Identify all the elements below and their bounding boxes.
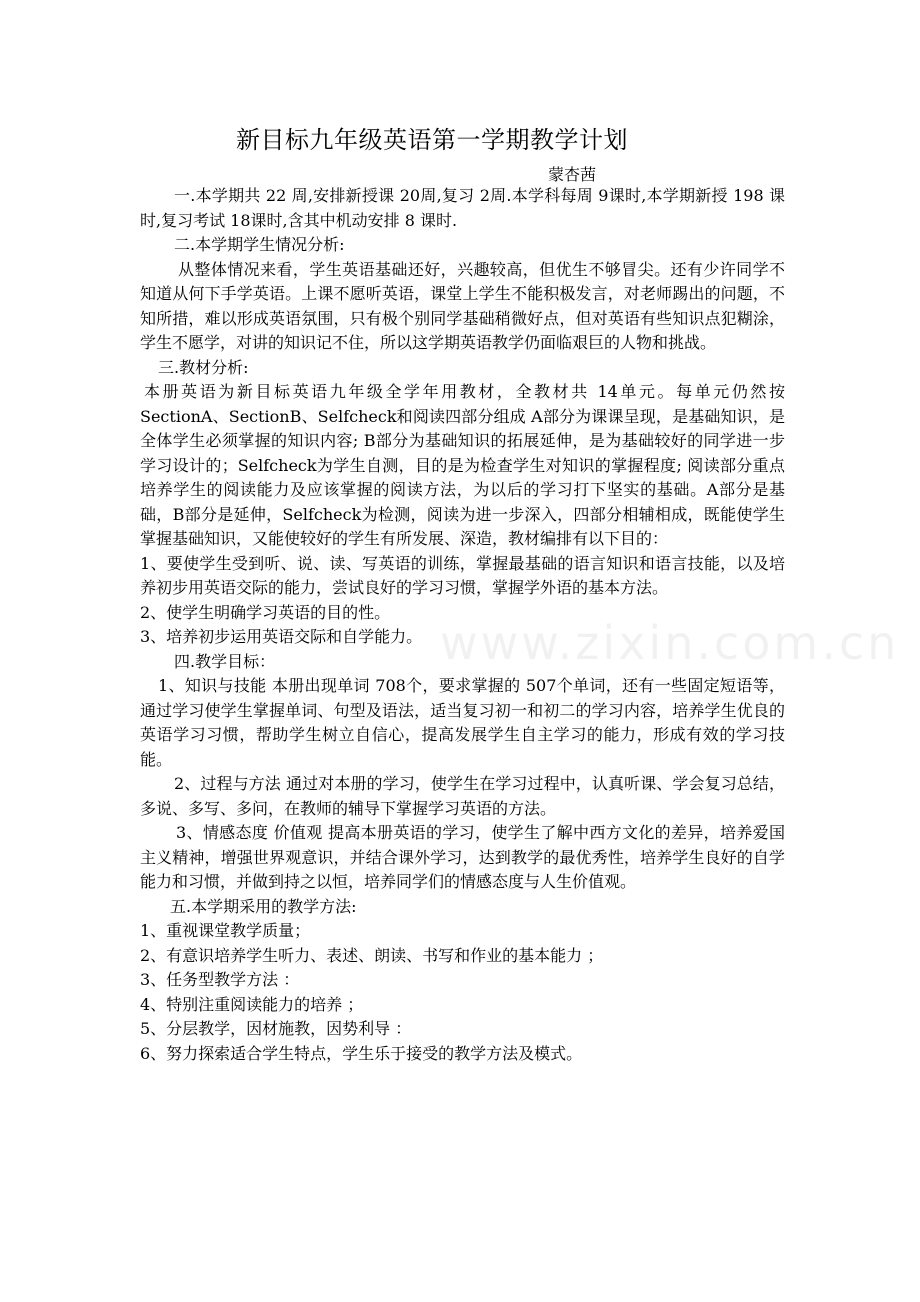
- heading-teaching-methods: 五.本学期采用的教学方法:: [170, 896, 357, 916]
- paragraph-textbook-analysis: 本册英语为新目标英语九年级全学年用教材，全教材共 14单元。每单元仍然按 SectionA、SectionB、Selfcheck和阅读四部分组成 A部分为课课呈现，是基础知识，是全体学生必须掌握的知识内容; B部分为基础知识的拓展延伸，是为基础较好的同学进一步学习设计的；Selfcheck为学生自测，目的是为检查学生对知识的掌握程度; 阅读部分重点培养学生的阅读能力及应该掌握的阅读方法，为以后的学习打下坚实的基础。A部分是基础，B部分是延伸，Selfcheck为检测，阅读为进一步深入，四部分相辅相成，既能使学生掌握基础知识，又能使较好的学生有所发展、深造，教材编排有以下目的：: [140, 382, 785, 548]
- paragraph-schedule: 一.本学期共 22 周,安排新授课 20周,复习 2周.本学科每周 9课时,本学期新授 198 课时,复习考试 18课时,含其中机动安排 8 课时.: [140, 186, 785, 230]
- heading-textbook-analysis: 三.教材分析:: [158, 357, 249, 377]
- heading-teaching-goals: 四.教学目标：: [174, 651, 276, 671]
- document-author: 蒙杏茜: [548, 165, 597, 184]
- list-item-purpose-2: 2、使学生明确学习英语的目的性。: [140, 602, 391, 622]
- paragraph-goal-process: 2、过程与方法 通过对本册的学习，使学生在学习过程中，认真听课、学会复习总结，多说、多写、多问，在教师的辅导下掌握学习英语的方法。: [140, 774, 785, 818]
- list-item-method-3: 3、任务型教学方法 ：: [140, 970, 300, 989]
- list-item-method-6: 6、努力探索适合学生特点，学生乐于接受的教学方法及模式。: [140, 1043, 583, 1063]
- list-item-method-1: 1、重视课堂教学质量；: [140, 921, 311, 940]
- document-title: 新目标九年级英语第一学期教学计划: [236, 126, 628, 154]
- list-item-method-5: 5、分层教学，因材施教，因势利导 ：: [140, 1019, 412, 1038]
- heading-student-analysis: 二.本学期学生情况分析:: [174, 235, 345, 254]
- list-item-purpose-3: 3、培养初步运用英语交际和自学能力。: [140, 627, 423, 646]
- paragraph-goal-attitude: 3、情感态度 价值观 提高本册英语的学习，使学生了解中西方文化的差异，培养爱国主义精神，增强世界观意识，并结合课外学习，达到教学的最优秀性，培养学生良好的自学能力和习惯，并做到持之以恒，培养同学们的情感态度与人生价值观。: [140, 823, 785, 891]
- list-item-method-4: 4、特别注重阅读能力的培养 ；: [140, 994, 364, 1014]
- watermark: www.zixin.com.cn: [440, 616, 900, 670]
- list-item-purpose-1: 1、要使学生受到听、说、读、写英语的训练，掌握最基础的语言知识和语言技能，以及培养初步用英语交际的能力，尝试良好的学习习惯，掌握学外语的基本方法。: [140, 553, 785, 597]
- paragraph-student-analysis: 从整体情况来看，学生英语基础还好，兴趣较高，但优生不够冒尖。还有少许同学不知道从何下手学英语。上课不愿听英语，课堂上学生不能积极发言，对老师踢出的问题，不知所措，难以形成英语氛围，只有极个别同学基础稍微好点，但对英语有些知识点犯糊涂，学生不愿学，对讲的知识记不住，所以这学期英语教学仍面临艰巨的人物和挑战。: [140, 259, 785, 352]
- paragraph-goal-knowledge: 1、知识与技能 本册出现单词 708个，要求掌握的 507个单词，还有一些固定短语等，通过学习使学生掌握单词、句型及语法，适当复习初一和初二的学习内容，培养学生优良的英语学习习惯，帮助学生树立自信心，提高发展学生自主学习的能力，形成有效的学习技能。: [140, 676, 785, 769]
- document-body: [140, 184, 785, 1066]
- list-item-method-2: 2、有意识培养学生听力、表述、朗读、书写和作业的基本能力 ；: [140, 945, 604, 965]
